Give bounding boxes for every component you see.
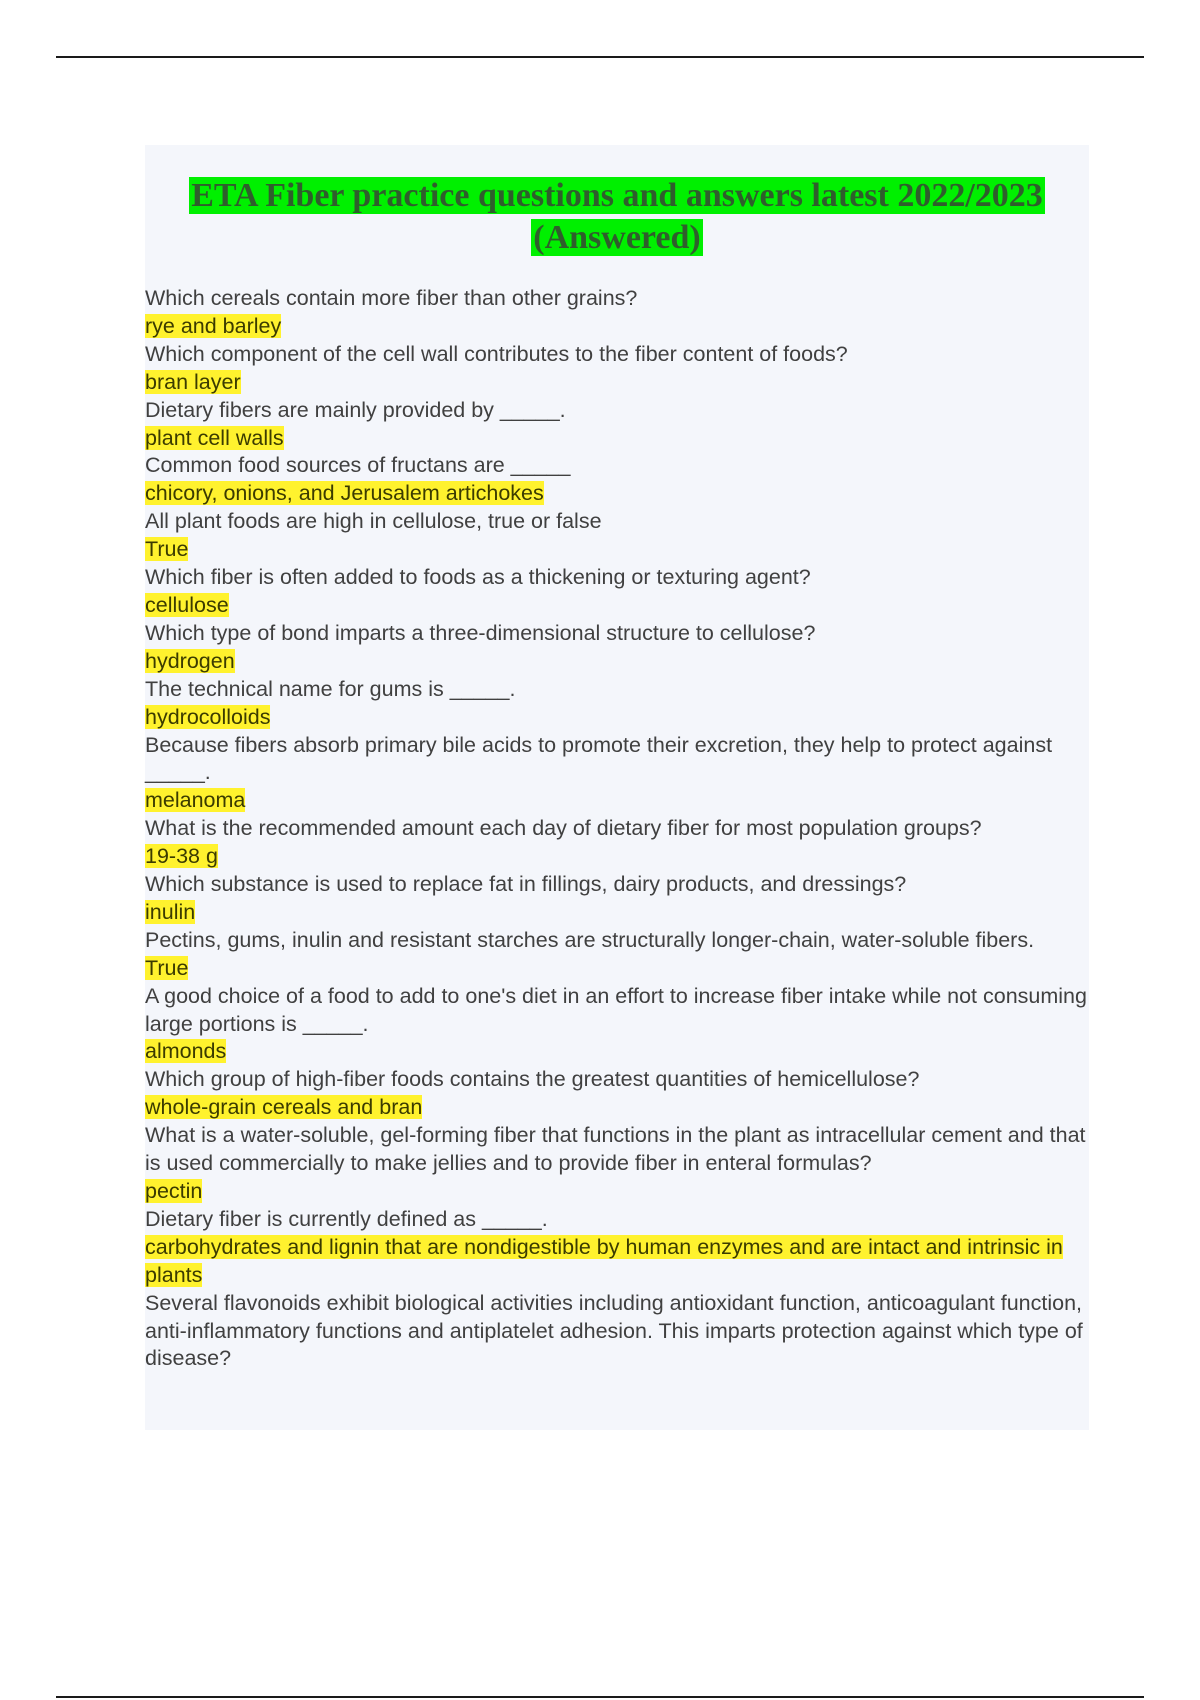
document-content	[145, 145, 1089, 1430]
answer-highlight-text: 19-38 g	[145, 844, 218, 869]
qa-item	[145, 1290, 1089, 1374]
answer-highlight-text: bran layer	[145, 369, 241, 394]
question-text: Which cereals contain more fiber than other grains?	[145, 286, 638, 310]
answer-highlight-text: plant cell walls	[145, 425, 284, 450]
qa-item	[145, 1122, 1089, 1206]
question-text: What is the recommended amount each day of dietary fiber for most population groups?	[145, 816, 982, 841]
qa-item	[145, 620, 1089, 676]
question-text: Because fibers absorb primary bile acids to promote their excretion, they help to protect against _____.	[145, 732, 1053, 785]
page-bottom-rule	[56, 1696, 1144, 1698]
qa-item	[145, 341, 1089, 397]
question-text: Dietary fiber is currently defined as _____.	[145, 1206, 548, 1231]
question-text: The technical name for gums is _____.	[145, 676, 516, 701]
answer-highlight-text: chicory, onions, and Jerusalem artichokes	[145, 481, 544, 506]
qa-item	[145, 564, 1089, 620]
qa-list	[145, 285, 1089, 1373]
answer-highlight-text: True	[145, 537, 189, 562]
answer	[145, 704, 1089, 732]
question-text: Several flavonoids exhibit biological activities including antioxidant function, anticoagulant function, anti-inflammatory functions and antiplatelet adhesion. This imparts protection against which type of disease?	[145, 1290, 1083, 1371]
answer	[145, 899, 1089, 927]
page-top-rule	[56, 56, 1144, 58]
qa-item	[145, 927, 1089, 983]
answer	[145, 313, 1089, 341]
question-text: Common food sources of fructans are _____	[145, 453, 571, 478]
answer-highlight-text: whole-grain cereals and bran	[145, 1095, 423, 1120]
answer	[145, 425, 1089, 453]
qa-item	[145, 452, 1089, 508]
qa-item	[145, 983, 1089, 1067]
answer-highlight-text: True	[145, 955, 189, 980]
answer	[145, 592, 1089, 620]
answer-highlight-text: cellulose	[145, 592, 229, 617]
qa-item	[145, 815, 1089, 871]
answer	[145, 1178, 1089, 1206]
qa-item	[145, 1206, 1089, 1290]
question-text: Which type of bond imparts a three-dimensional structure to cellulose?	[145, 620, 816, 645]
qa-item	[145, 508, 1089, 564]
answer-highlight-text: pectin	[145, 1179, 203, 1203]
document-title-text: ETA Fiber practice questions and answers latest 2022/2023 (Answered)	[191, 177, 1043, 256]
answer	[145, 1038, 1089, 1066]
qa-item	[145, 676, 1089, 732]
answer	[145, 1094, 1089, 1122]
answer	[145, 843, 1089, 871]
qa-item	[145, 732, 1089, 816]
question-text: Which group of high-fiber foods contains the greatest quantities of hemicellulose?	[145, 1067, 920, 1092]
question-text: Pectins, gums, inulin and resistant starches are structurally longer-chain, water-soluble fibers.	[145, 927, 1035, 952]
answer-highlight-text: hydrocolloids	[145, 704, 271, 729]
question-text: Which substance is used to replace fat in fillings, dairy products, and dressings?	[145, 872, 907, 897]
answer	[145, 648, 1089, 676]
answer	[145, 480, 1089, 508]
question-text: All plant foods are high in cellulose, true or false	[145, 509, 602, 534]
question-text: Dietary fibers are mainly provided by _____.	[145, 397, 566, 422]
qa-item	[145, 285, 1089, 341]
answer-highlight-text: hydrogen	[145, 648, 235, 673]
question-text: Which fiber is often added to foods as a thickening or texturing agent?	[145, 565, 811, 590]
answer	[145, 955, 1089, 983]
answer	[145, 1234, 1089, 1290]
question-text: Which component of the cell wall contributes to the fiber content of foods?	[145, 341, 848, 366]
answer-highlight-text: inulin	[145, 899, 196, 924]
qa-item	[145, 397, 1089, 453]
answer	[145, 536, 1089, 564]
answer-highlight-text: melanoma	[145, 788, 246, 813]
qa-item	[145, 1066, 1089, 1122]
qa-item	[145, 871, 1089, 927]
question-text: A good choice of a food to add to one's diet in an effort to increase fiber intake while not consuming large portions is _____.	[145, 983, 1087, 1036]
answer	[145, 369, 1089, 397]
document-title	[145, 175, 1089, 259]
answer-highlight-text: rye and barley	[145, 313, 282, 338]
answer-highlight-text: almonds	[145, 1039, 227, 1064]
question-text: What is a water-soluble, gel-forming fiber that functions in the plant as intracellular cement and that is used commercially to make jellies and to provide fiber in enteral formulas?	[145, 1123, 1086, 1176]
answer	[145, 787, 1089, 815]
answer-highlight-text: carbohydrates and lignin that are nondigestible by human enzymes and are intact and intrinsic in plants	[145, 1234, 1063, 1287]
